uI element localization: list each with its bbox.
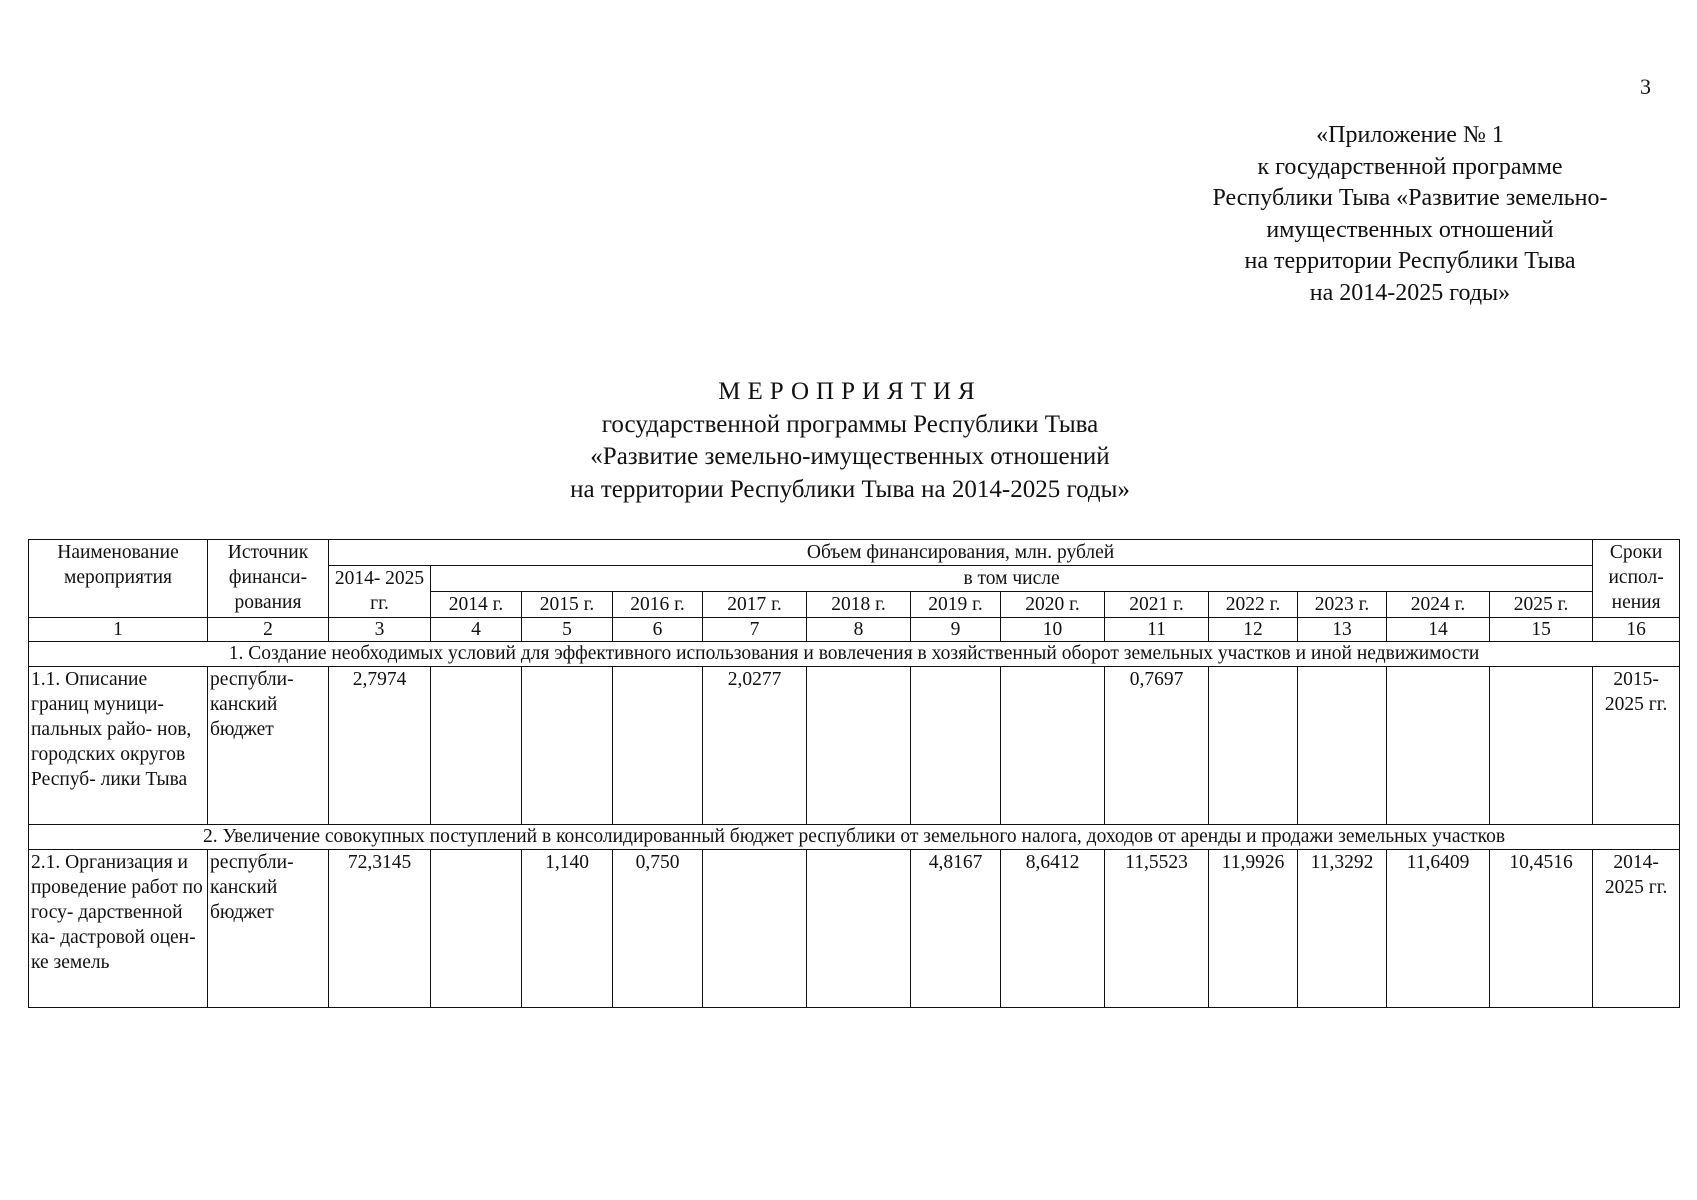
column-number: 13 (1298, 618, 1387, 642)
header-year: 2015 г. (522, 592, 613, 618)
header-year: 2018 г. (807, 592, 911, 618)
table-row (29, 850, 1680, 1008)
year-amount: 11,9926 (1209, 850, 1298, 1008)
total-amount: 2,7974 (329, 667, 431, 825)
header-volume: Объем финансирования, млн. рублей (329, 540, 1593, 566)
appendix-header (1150, 120, 1670, 309)
year-amount (911, 667, 1001, 825)
measure-name: 2.1. Организация и проведение работ по госу- дарственной ка- дастровой оцен- ке земель (29, 850, 208, 1008)
total-amount: 72,3145 (329, 850, 431, 1008)
funding-source: республи- канский бюджет (208, 850, 329, 1008)
year-amount (431, 850, 522, 1008)
year-amount (613, 667, 703, 825)
column-number: 2 (208, 618, 329, 642)
year-amount: 10,4516 (1490, 850, 1593, 1008)
page-number: 3 (1640, 74, 1651, 99)
year-amount (703, 850, 807, 1008)
header-terms: Сроки испол- нения (1593, 540, 1680, 618)
year-amount: 4,8167 (911, 850, 1001, 1008)
header-year: 2022 г. (1209, 592, 1298, 618)
header-year: 2021 г. (1105, 592, 1209, 618)
header-year: 2020 г. (1001, 592, 1105, 618)
column-number: 11 (1105, 618, 1209, 642)
funding-source: республи- канский бюджет (208, 667, 329, 825)
section-title: 2. Увеличение совокупных поступлений в консолидированный бюджет республики от земельного налога, доходов от аренды и продажи земельных участков (29, 825, 1680, 850)
header-including: в том числе (431, 566, 1593, 592)
execution-terms: 2015- 2025 гг. (1593, 667, 1680, 825)
measures-table (28, 539, 1680, 1008)
header-year: 2016 г. (613, 592, 703, 618)
appendix-line: «Приложение № 1 (1316, 122, 1504, 148)
column-number: 1 (29, 618, 208, 642)
year-amount (1387, 667, 1490, 825)
year-amount: 11,6409 (1387, 850, 1490, 1008)
column-number: 10 (1001, 618, 1105, 642)
column-number: 14 (1387, 618, 1490, 642)
year-amount (1298, 667, 1387, 825)
heading-line: «Развитие земельно-имущественных отношений (590, 443, 1110, 470)
year-amount (1209, 667, 1298, 825)
header-source: Источник финанси- рования (208, 540, 329, 618)
header-year: 2025 г. (1490, 592, 1593, 618)
column-number: 3 (329, 618, 431, 642)
header-year: 2023 г. (1298, 592, 1387, 618)
year-amount: 11,5523 (1105, 850, 1209, 1008)
section-title: 1. Создание необходимых условий для эффективного использования и вовлечения в хозяйственный оборот земельных участков и иной недвижимости (29, 642, 1680, 667)
appendix-line: Республики Тыва «Развитие земельно- (1212, 185, 1608, 211)
year-amount (1490, 667, 1593, 825)
year-amount: 0,750 (613, 850, 703, 1008)
appendix-line: имущественных отношений (1266, 216, 1554, 243)
execution-terms: 2014- 2025 гг. (1593, 850, 1680, 1008)
header-name: Наименование мероприятия (29, 540, 208, 618)
header-year: 2017 г. (703, 592, 807, 618)
column-number: 15 (1490, 618, 1593, 642)
year-amount (522, 667, 613, 825)
column-numbers-row (29, 618, 1680, 642)
year-amount: 0,7697 (1105, 667, 1209, 825)
year-amount (1001, 667, 1105, 825)
year-amount: 1,140 (522, 850, 613, 1008)
header-year: 2014 г. (431, 592, 522, 618)
year-amount: 8,6412 (1001, 850, 1105, 1008)
column-number: 12 (1209, 618, 1298, 642)
header-year: 2019 г. (911, 592, 1001, 618)
appendix-line: к государственной программе (1257, 153, 1563, 180)
column-number: 8 (807, 618, 911, 642)
appendix-line: на территории Республики Тыва (1244, 248, 1576, 274)
header-year: 2024 г. (1387, 592, 1490, 618)
year-amount (807, 850, 911, 1008)
heading-line: государственной программы Республики Тыва (601, 410, 1099, 438)
document-heading (400, 376, 1300, 506)
column-number: 9 (911, 618, 1001, 642)
measure-name: 1.1. Описание границ муници- пальных райо- нов, городских округов Респуб- лики Тыва (29, 667, 208, 825)
column-number: 6 (613, 618, 703, 642)
header-total: 2014- 2025 гг. (329, 566, 431, 618)
column-number: 4 (431, 618, 522, 642)
year-amount (431, 667, 522, 825)
appendix-line: на 2014-2025 годы» (1309, 279, 1511, 306)
year-amount: 11,3292 (1298, 850, 1387, 1008)
column-number: 5 (522, 618, 613, 642)
heading-line: на территории Республики Тыва на 2014-2025 годы» (570, 475, 1130, 503)
section-row (29, 825, 1680, 850)
table-row (29, 667, 1680, 825)
section-row (29, 642, 1680, 667)
document-title: МЕРОПРИЯТИЯ (718, 378, 982, 405)
year-amount: 2,0277 (703, 667, 807, 825)
column-number: 7 (703, 618, 807, 642)
year-amount (807, 667, 911, 825)
column-number: 16 (1593, 618, 1680, 642)
